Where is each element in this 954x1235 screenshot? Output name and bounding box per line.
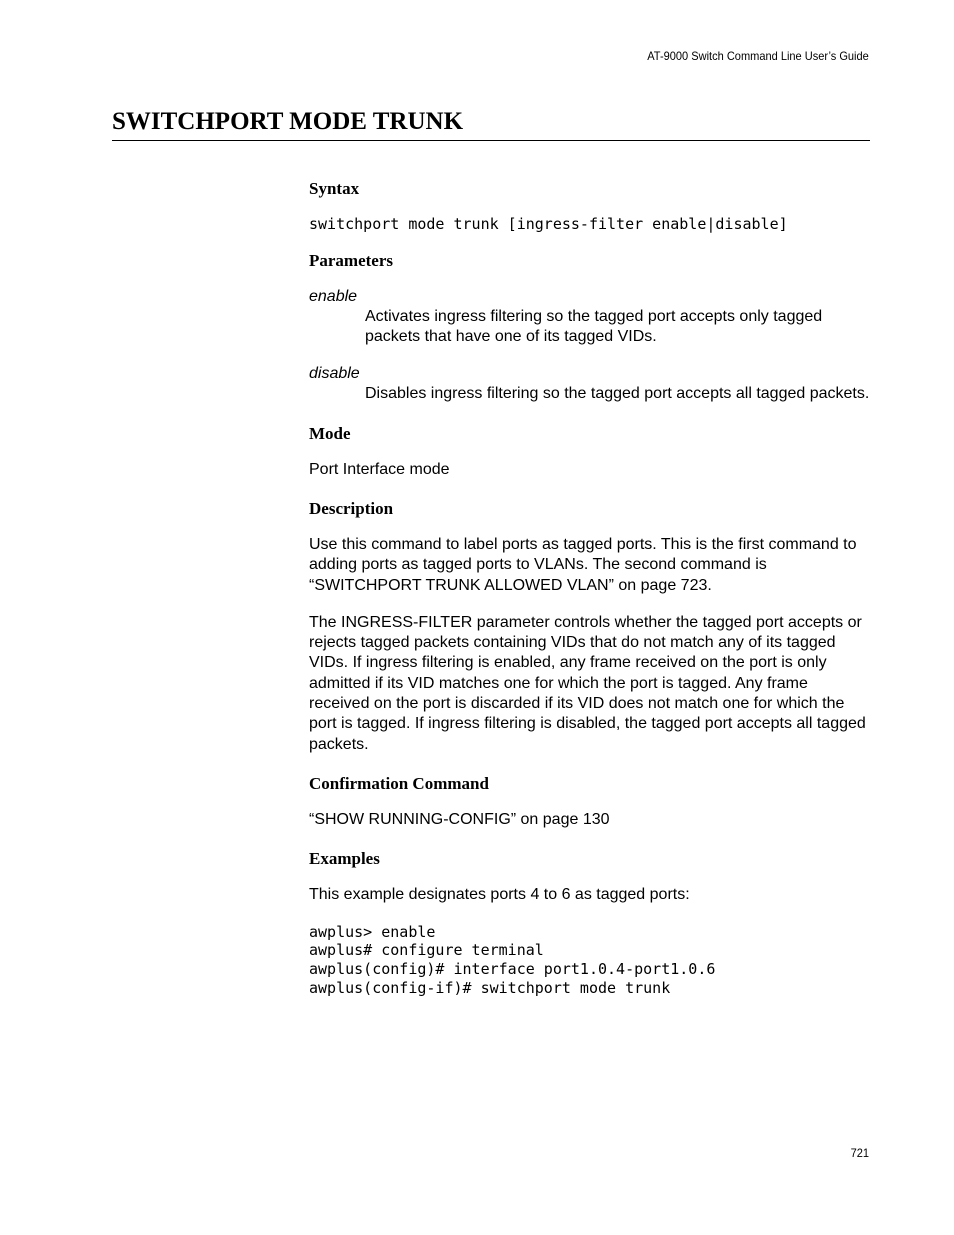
page-title: SWITCHPORT MODE TRUNK <box>112 108 464 135</box>
parameter-description-enable: Activates ingress filtering so the tagged port accepts only tagged packets that have one of its tagged VIDs. <box>365 307 823 346</box>
parameters-heading: Parameters <box>309 250 394 270</box>
example-code-block <box>309 923 870 998</box>
description-paragraph-2: The INGRESS-FILTER parameter controls whether the tagged port accepts or rejects tagged packets containing VIDs that do not match any of its tagged VIDs. If ingress filtering is enabled, any frame received on the port is only admitted if its VID matches one for which the port is tagged. Any frame received on the port is discarded if its VID does not match one for which the port is tagged. If ingress filtering is disabled, the tagged port accepts all tagged packets. <box>309 613 866 753</box>
examples-heading: Examples <box>309 849 380 869</box>
example-code-line: awplus> enable <box>309 922 436 941</box>
title-rule <box>112 140 870 141</box>
page-number: 721 <box>850 1146 869 1160</box>
parameter-description-disable: Disables ingress filtering so the tagged port accepts all tagged packets. <box>365 385 870 403</box>
command-reference-body <box>309 177 870 998</box>
confirmation-heading: Confirmation Command <box>309 773 489 793</box>
parameter-term-disable: disable <box>309 365 360 383</box>
mode-heading: Mode <box>309 423 351 443</box>
syntax-heading: Syntax <box>309 179 360 198</box>
example-code-line: awplus# configure terminal <box>309 941 544 960</box>
examples-intro: This example designates ports 4 to 6 as tagged ports: <box>309 886 690 904</box>
description-paragraph-1: Use this command to label ports as tagged ports. This is the first command to adding ports as tagged ports to VLANs. The second command is “SWITCHPORT TRUNK ALLOWED VLAN” on page 723. <box>309 535 857 594</box>
parameter-term-enable: enable <box>309 287 358 305</box>
running-header: AT-9000 Switch Command Line User’s Guide <box>647 49 869 63</box>
mode-text: Port Interface mode <box>309 460 450 478</box>
confirmation-reference: “SHOW RUNNING-CONFIG” on page 130 <box>309 810 610 828</box>
description-heading: Description <box>309 498 394 518</box>
example-code-line: awplus(config-if)# switchport mode trunk <box>309 978 671 997</box>
syntax-command: switchport mode trunk [ingress-filter enable|disable] <box>309 215 788 233</box>
example-code-line: awplus(config)# interface port1.0.4-port1.0.6 <box>309 960 716 979</box>
